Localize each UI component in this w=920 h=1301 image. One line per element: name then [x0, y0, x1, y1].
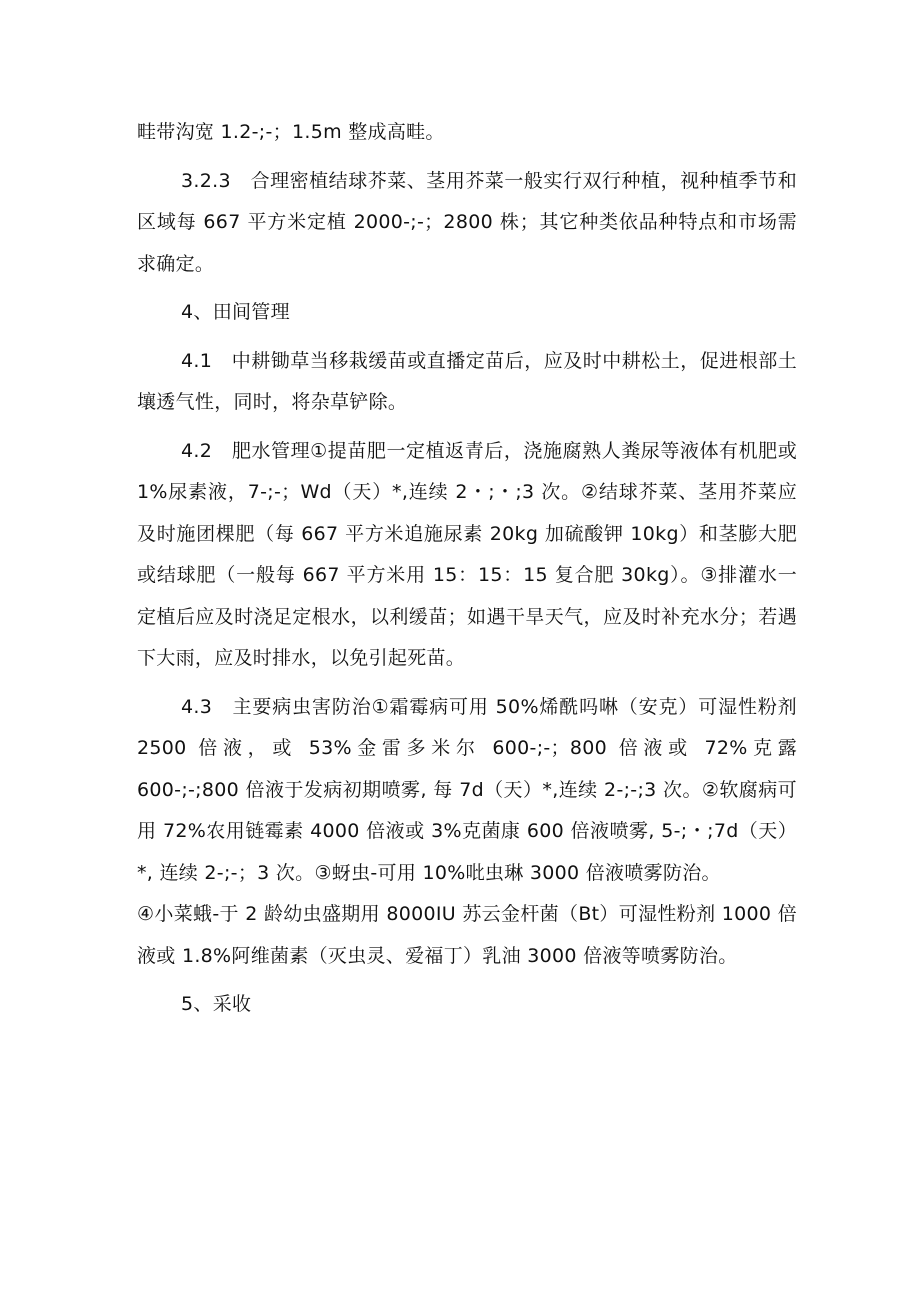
paragraph-planting-density: 3.2.3 合理密植结球芥菜、茎用芥菜一般实行双行种植，视种植季节和区域每 667 平方米定植 2000-;-；2800 株；其它种类依品种特点和市场需求确定。	[137, 169, 797, 275]
paragraph-pest-control: 4.3 主要病虫害防治①霜霉病可用 50%烯酰吗啉（安克）可湿性粉剂 2500 倍液，或 53%金雷多米尔 600-;-；800 倍液或 72%克露 600-;-;800 倍液于发病初期喷雾, 每 7d（天）*,连续 2-;-;3 次。②软腐病可用 72%农用链霉素 4000 倍液或 3%克菌康 600 倍液喷雾, 5-;・;7d（天）*, 连续 2-;-；3 次。③蚜虫-可用 10%吡虫琳 3000 倍液喷雾防治。	[137, 695, 797, 884]
paragraph-cultivation-weeding: 4.1 中耕锄草当移栽缓苗或直播定苗后，应及时中耕松土，促进根部土壤透气性，同时，将杂草铲除。	[137, 349, 797, 413]
heading-field-management: 4、田间管理	[181, 301, 290, 323]
paragraph-fertilizer-water: 4.2 肥水管理①提苗肥一定植返青后，浇施腐熟人粪尿等液体有机肥或 1%尿素液，7-;-；Wd（天）*,连续 2・;・;3 次。②结球芥菜、茎用芥菜应及时施团棵肥（每 667 平方米追施尿素 20kg 加硫酸钾 10kg）和茎膨大肥或结球肥（一般每 667 平方米用 15：15：15 复合肥 30kg）。③排灌水一定植后应及时浇足定根水，以利缓苗；如遇干旱天气，应及时补充水分；若遇下大雨，应及时排水，以免引起死苗。	[137, 439, 797, 669]
document-body	[137, 112, 797, 1033]
heading-harvest: 5、采收	[181, 993, 252, 1015]
paragraph-ridge-width: 畦带沟宽 1.2-;-；1.5m 整成高畦。	[137, 121, 445, 143]
paragraph-diamondback-moth: ④小菜蛾-于 2 龄幼虫盛期用 8000IU 苏云金杆菌（Bt）可湿性粉剂 1000 倍液或 1.8%阿维菌素（灭虫灵、爱福丁）乳油 3000 倍液等喷雾防治。	[137, 903, 797, 967]
